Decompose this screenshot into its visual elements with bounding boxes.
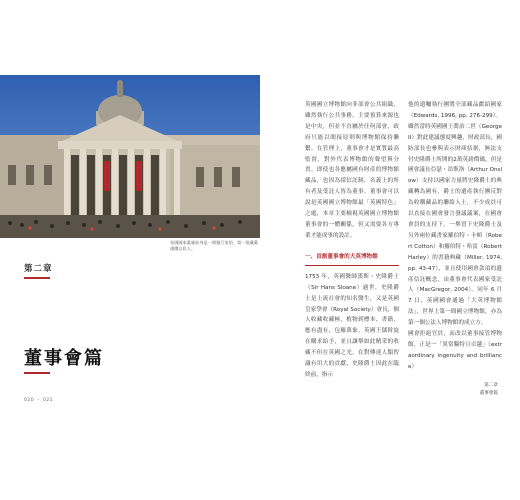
paragraph: 國會拒絕官員，而改以董事接管博物館，正是一「異常獨特且卓越」（extraordinary ingenuity and brilliance） <box>408 331 502 370</box>
running-head-title: 董事會篇 <box>479 391 498 396</box>
page-numbers: 020 ・ 021 <box>24 398 54 403</box>
paragraph: 他的遺囑執行團將全部藏品獻給國家（Edwards, 1996, pp. 276-299）。 <box>408 102 502 119</box>
paragraph: 雖然當時英國國王喬治二世（George II）對此建議態度興趣，財政部長，國防部長也參與表示財庫拮据，無法支付史隆爵士所開的2萬英鎊價碼。但是國會議長亞瑟・昂斯洛（Arthur Onslow）支持以國家力量將史隆爵士的典藏轉為國有，爵士的遺產執行團反對為收購藏品的聯絡人士，不少成員可以直接在國會發言發議議案，在國會會員的支持下，一舉買下史隆爵士及另外兩位藏書家羅伯特・卡頓（Robert Cotton）和羅伯特・哈雷（Robert Harley）的書籍典藏（Miller, 1974, pp. 43-47），並且使用國會款項的遺產信託概念，由董事會代表國家受託人（MacGregor, 2004）。同年 6 月 7 日，英國國會通過「大英博物館法」，世界上第一間國立博物館，亦為第一個公法人博物館的成立方。 <box>408 123 502 327</box>
text-column-2 <box>408 100 502 373</box>
section-heading: 一、首創董事會的大英博物館 <box>305 253 378 260</box>
paragraph: 1753 年，英國醫師漢斯・史隆爵士（Sir Hans Sloane）過世，史隆爵士是上流社會的知名醫生，又是英國皇家學會（Royal Society）會長，個人收藏收藏極，植物到標本、書籍，應有盡有，包羅萬象。英國王儲斡旋在購求給予，並且讓舉如此精采的收藏不但在英國之光，在對傳達人類智識有用大的貢獻，史隆爵士因此在臨終前，指示 <box>305 273 399 378</box>
title-rule <box>24 372 50 374</box>
photo-caption: 英國國家畫廊前身是一間銀行家的，第一批藏畫僅購自私人。 <box>170 240 258 251</box>
chapter-rule <box>24 277 50 279</box>
paragraph: 英國國立博物館向非部會公共組織，雖然執行公共事務，主要預算來源也是中央，但並不直屬於任何部會，政府只能以間接原則與博物館保持聯繫。在管理上，董事會才是實質最高監督，對外代表博物館的聲望與分責。即使也各應屬國有財產的博物館藏品，也因為採信託制，名義上的所有者及受託人皆為董事。董事會可以說是英國國立博物館最「英國特色」之處，本章主要檢視英國國立博物館董事會的一體關係，但又需要各方專業才能成事的設計。 <box>305 102 399 239</box>
text-column-1 <box>305 100 399 381</box>
national-gallery-photo <box>0 75 260 238</box>
section-rule <box>305 265 399 266</box>
running-head-chapter: 第二章 <box>484 383 498 388</box>
chapter-title: 董事會篇 <box>24 348 104 369</box>
chapter-number: 第二章 <box>24 264 53 274</box>
